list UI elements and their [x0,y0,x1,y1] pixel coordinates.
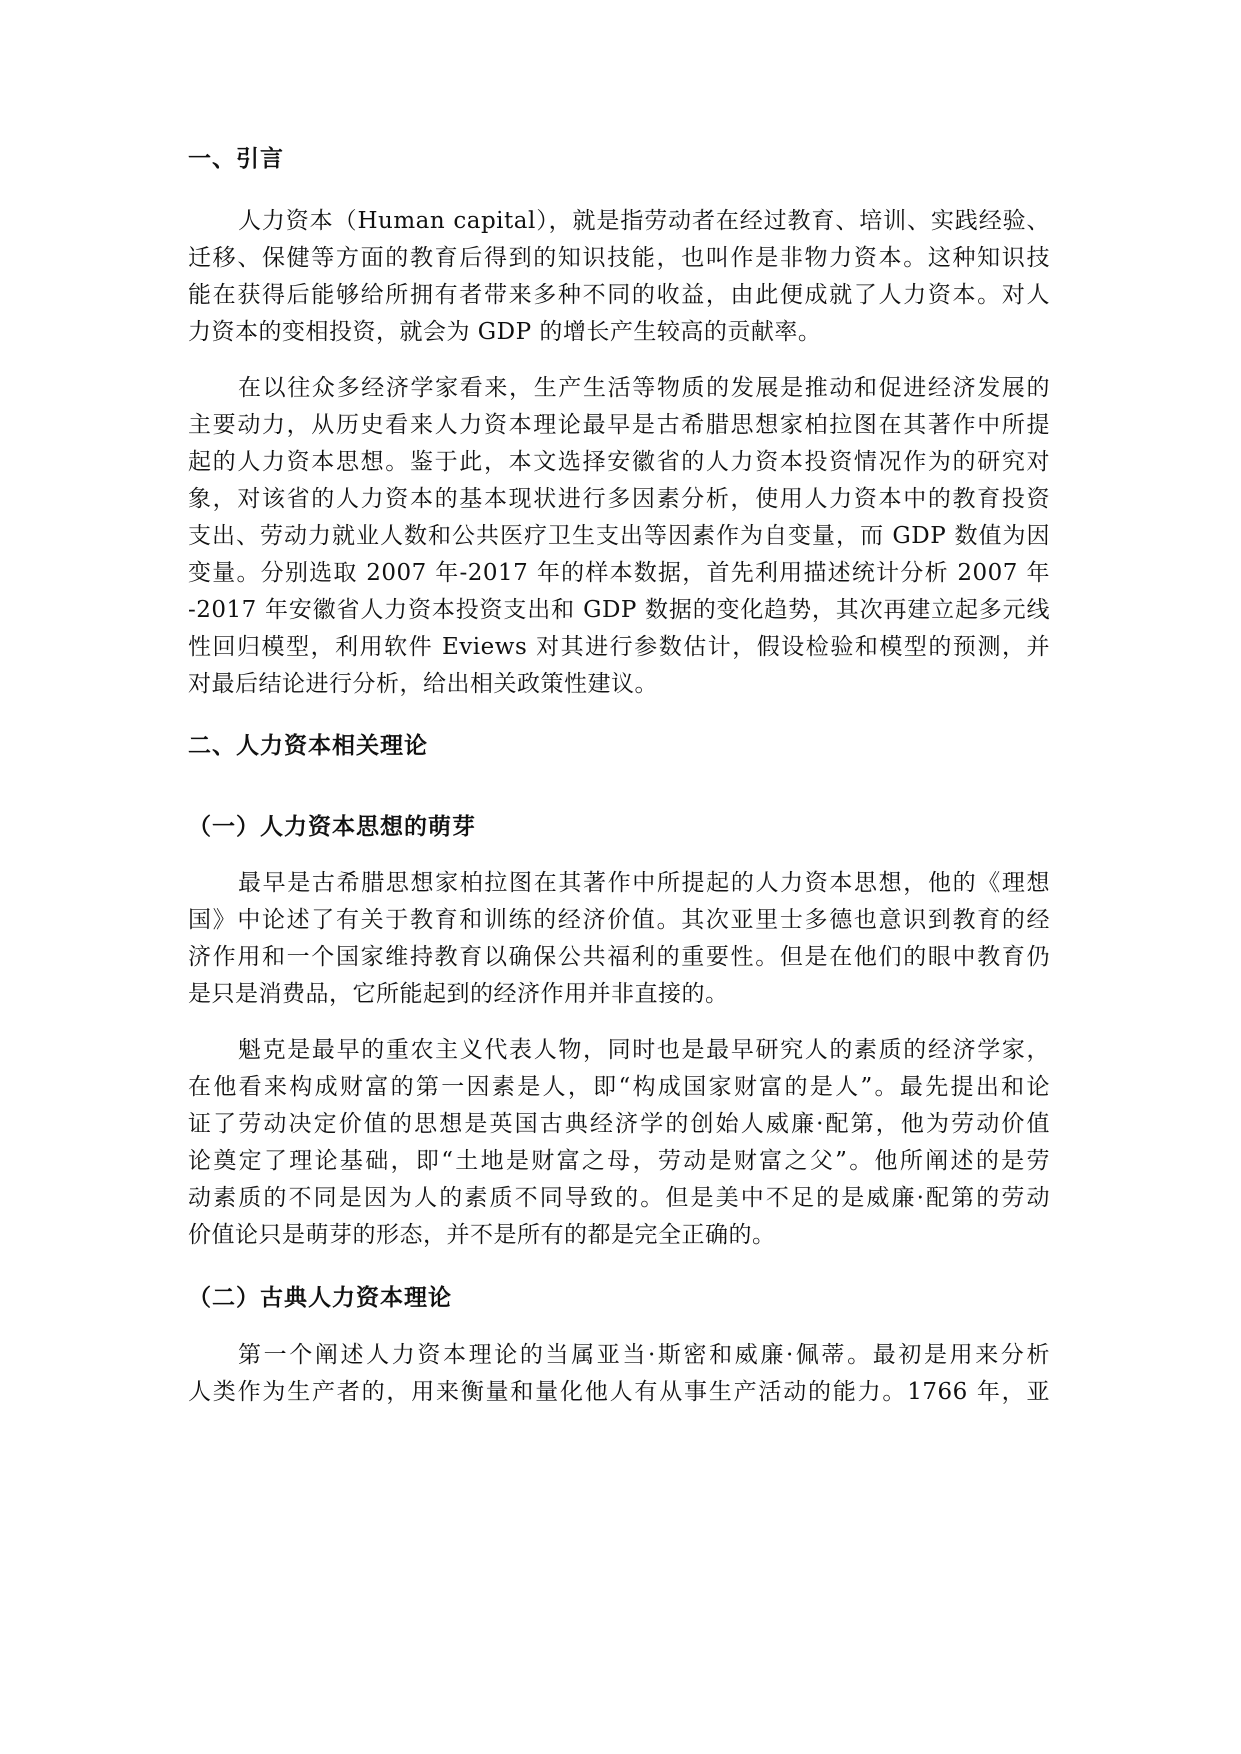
text-line: 动素质的不同是因为人的素质不同导致的。但是美中不足的是威廉·配第的劳动 [188,1185,1050,1211]
text-line: 迁移、保健等方面的教育后得到的知识技能，也叫作是非物力资本。这种知识技 [188,245,1050,271]
text-line: 是只是消费品，它所能起到的经济作用并非直接的。 [188,981,729,1007]
paragraph-smith-petty [188,1337,1050,1411]
text-line: 论奠定了理论基础，即“土地是财富之母，劳动是财富之父”。他所阐述的是劳 [188,1148,1050,1174]
text-line: 起的人力资本思想。鉴于此，本文选择安徽省的人力资本投资情况作为的研究对 [188,449,1050,475]
paragraph-research-overview [188,370,1050,703]
text-line: 人类作为生产者的，用来衡量和量化他人有从事生产活动的能力。1766 年，亚 [188,1379,1050,1405]
text-line: 魁克是最早的重农主义代表人物，同时也是最早研究人的素质的经济学家， [238,1037,1050,1063]
text-line: 在以往众多经济学家看来，生产生活等物质的发展是推动和促进经济发展的 [238,375,1050,401]
text-line: 能在获得后能够给所拥有者带来多种不同的收益，由此便成就了人力资本。对人 [188,282,1050,308]
subsection-heading-origins: （一）人力资本思想的萌芽 [188,813,476,840]
text-line: 证了劳动决定价值的思想是英国古典经济学的创始人威廉·配第，他为劳动价值 [188,1111,1050,1137]
text-line: 价值论只是萌芽的形态，并不是所有的都是完全正确的。 [188,1222,776,1248]
text-line: 力资本的变相投资，就会为 GDP 的增长产生较高的贡献率。 [188,319,822,345]
text-line: 象，对该省的人力资本的基本现状进行多因素分析，使用人力资本中的教育投资 [188,486,1050,512]
section-heading-theory: 二、人力资本相关理论 [188,733,428,759]
subsection-heading-classical: （二）古典人力资本理论 [188,1284,452,1311]
section-heading-introduction: 一、引言 [188,146,284,172]
text-line: 变量。分别选取 2007 年-2017 年的样本数据，首先利用描述统计分析 2007 年 [188,560,1050,586]
text-line: 人力资本（Human capital），就是指劳动者在经过教育、培训、实践经验、 [238,208,1050,234]
text-line: -2017 年安徽省人力资本投资支出和 GDP 数据的变化趋势，其次再建立起多元线 [188,597,1050,623]
text-line: 支出、劳动力就业人数和公共医疗卫生支出等因素作为自变量，而 GDP 数值为因 [188,523,1050,549]
paragraph-human-capital-definition [188,203,1050,351]
text-line: 主要动力，从历史看来人力资本理论最早是古希腊思想家柏拉图在其著作中所提 [188,412,1050,438]
paragraph-quesnay-petty [188,1032,1050,1254]
paragraph-plato-aristotle [188,865,1050,1013]
text-line: 对最后结论进行分析，给出相关政策性建议。 [188,671,658,697]
text-line: 在他看来构成财富的第一因素是人，即“构成国家财富的是人”。最先提出和论 [188,1074,1050,1100]
text-line: 最早是古希腊思想家柏拉图在其著作中所提起的人力资本思想，他的《理想 [238,870,1050,896]
text-line: 济作用和一个国家维持教育以确保公共福利的重要性。但是在他们的眼中教育仍 [188,944,1050,970]
text-line: 性回归模型，利用软件 Eviews 对其进行参数估计，假设检验和模型的预测，并 [188,634,1050,660]
text-line: 第一个阐述人力资本理论的当属亚当·斯密和威廉·佩蒂。最初是用来分析 [238,1342,1050,1368]
text-line: 国》中论述了有关于教育和训练的经济价值。其次亚里士多德也意识到教育的经 [188,907,1050,933]
